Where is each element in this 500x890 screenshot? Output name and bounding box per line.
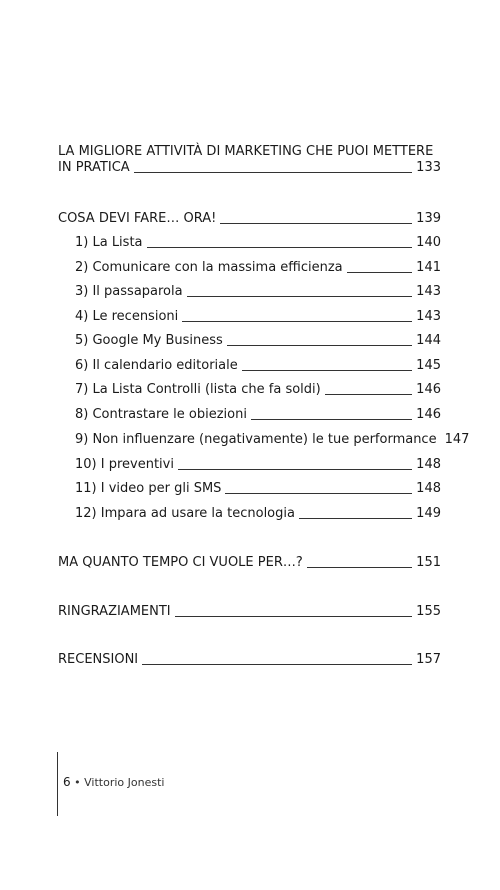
toc-entry	[75, 506, 441, 522]
page-footer	[63, 775, 164, 789]
toc-entry	[75, 481, 441, 497]
toc-entry-page: 148	[416, 457, 441, 472]
dot-leader	[220, 222, 412, 224]
toc-entry-title: 5) Google My Business	[75, 333, 223, 348]
toc-entry	[58, 211, 441, 227]
dot-leader	[299, 517, 412, 519]
toc-entry	[58, 144, 441, 176]
toc-entry	[75, 407, 441, 423]
toc-entry-title: 9) Non influenzare (negativamente) le tue performance	[75, 432, 437, 447]
toc-entry-page: 144	[416, 333, 441, 348]
footer-vertical-rule	[57, 752, 58, 816]
toc-entry-page: 146	[416, 382, 441, 397]
toc-entry-page: 151	[416, 555, 441, 570]
toc-entry-page: 143	[416, 284, 441, 299]
toc-entry	[75, 432, 470, 448]
toc-entry-title: 4) Le recensioni	[75, 309, 179, 324]
toc-entry	[75, 235, 441, 251]
toc-entry-title: IN PRATICA	[58, 160, 130, 175]
dot-leader	[307, 566, 412, 568]
toc-entry	[75, 284, 441, 300]
toc-entry-title: 2) Comunicare con la massima efficienza	[75, 260, 343, 275]
toc-entry-title: MA QUANTO TEMPO CI VUOLE PER…?	[58, 555, 303, 570]
toc-entry-page: 147	[444, 432, 470, 447]
toc-entry-title: COSA DEVI FARE… ORA!	[58, 211, 217, 226]
dot-leader	[147, 246, 413, 248]
page-number: 6	[63, 775, 71, 789]
toc-entry	[75, 260, 441, 276]
dot-leader	[178, 468, 412, 470]
toc-entry-title: 10) I preventivi	[75, 457, 174, 472]
toc-entry	[75, 457, 441, 473]
toc-entry-page: 139	[416, 211, 441, 226]
dot-leader	[175, 615, 413, 617]
dot-leader	[134, 171, 413, 173]
toc-entry-page: 146	[416, 407, 441, 422]
dot-leader	[142, 663, 412, 665]
toc-entry-page: 157	[416, 652, 441, 667]
toc-entry-title: 3) Il passaparola	[75, 284, 183, 299]
dot-leader	[187, 295, 413, 297]
toc-entry-page: 155	[416, 604, 441, 619]
toc-entry	[75, 358, 441, 374]
toc-entry-page: 140	[416, 235, 441, 250]
footer-author: Vittorio Jonesti	[84, 776, 165, 789]
toc-entry-page: 143	[416, 309, 441, 324]
toc-entry-page: 148	[416, 481, 441, 496]
toc-entry-title: 12) Impara ad usare la tecnologia	[75, 506, 295, 521]
toc-entry-page: 141	[416, 260, 441, 275]
dot-leader	[325, 393, 412, 395]
toc-entry	[75, 333, 441, 349]
toc-entry	[75, 309, 441, 325]
dot-leader	[182, 320, 412, 322]
toc-entry	[58, 555, 441, 571]
toc-entry-title-line1: LA MIGLIORE ATTIVITÀ DI MARKETING CHE PUOI METTERE	[58, 144, 434, 159]
toc-entry	[75, 382, 441, 398]
dot-leader	[227, 344, 412, 346]
toc-entry-title: 8) Contrastare le obiezioni	[75, 407, 247, 422]
dot-leader	[225, 492, 412, 494]
toc-entry-title: 1) La Lista	[75, 235, 143, 250]
toc-entry-page: 133	[416, 160, 441, 175]
toc-entry-title: 7) La Lista Controlli (lista che fa soldi)	[75, 382, 321, 397]
toc-entry	[58, 652, 441, 668]
toc-entry	[58, 604, 441, 620]
toc-entry-title: 11) I video per gli SMS	[75, 481, 222, 496]
toc-entry-page: 145	[416, 358, 441, 373]
toc-entry-title: RINGRAZIAMENTI	[58, 604, 171, 619]
dot-leader	[251, 418, 412, 420]
toc-entry-title: RECENSIONI	[58, 652, 139, 667]
toc-entry-title: 6) Il calendario editoriale	[75, 358, 238, 373]
dot-leader	[242, 369, 412, 371]
dot-leader	[347, 271, 413, 273]
toc-entry-page: 149	[416, 506, 441, 521]
footer-separator: •	[74, 776, 81, 789]
